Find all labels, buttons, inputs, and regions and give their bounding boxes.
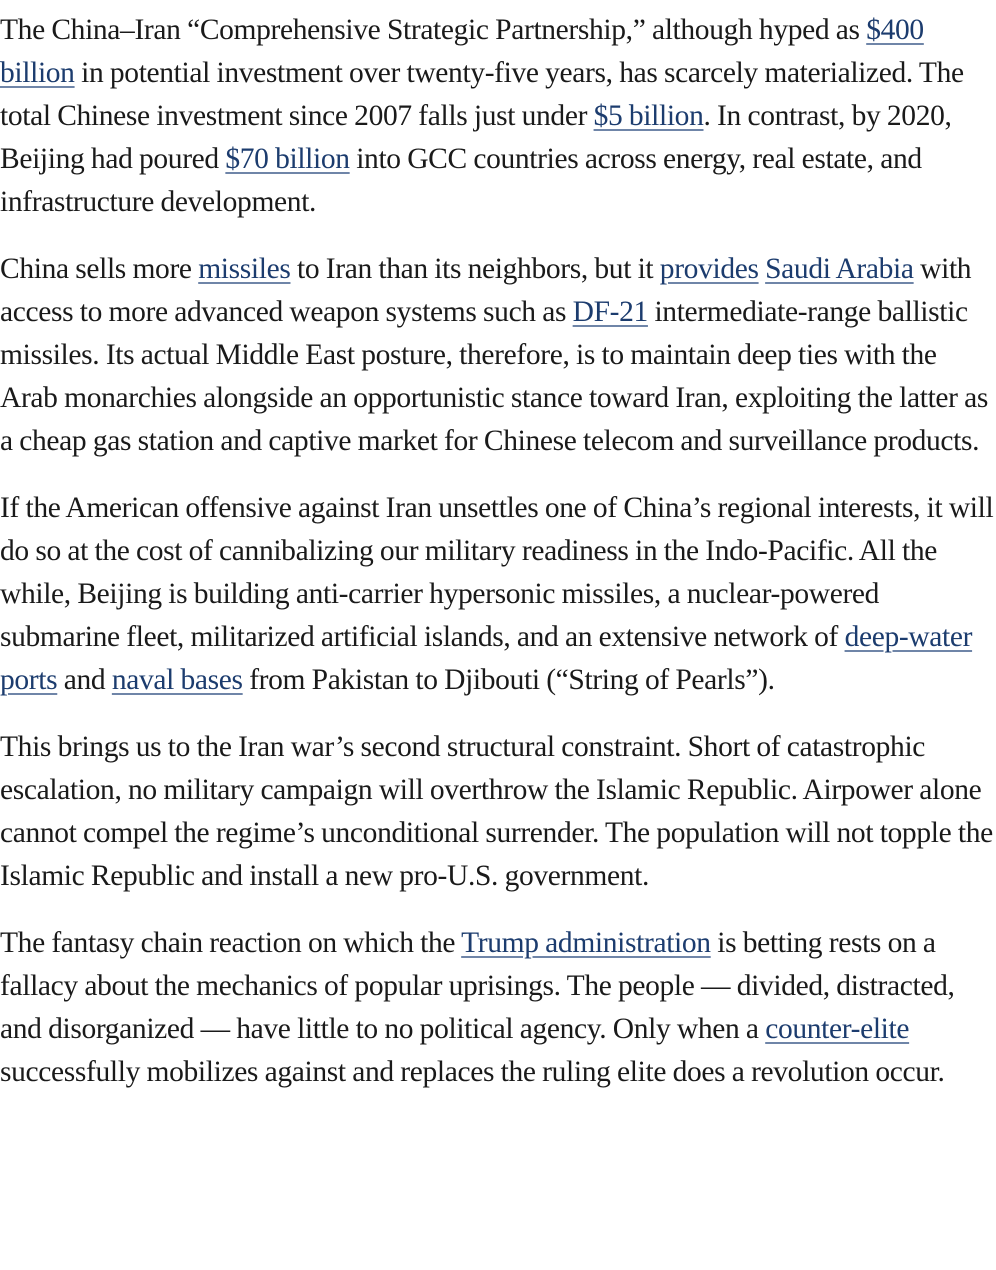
- paragraph: [0, 9, 996, 224]
- text-run: and: [57, 664, 112, 696]
- link-deep-water-ports[interactable]: deep-water ports: [0, 621, 973, 696]
- link-saudi-arabia[interactable]: Saudi Arabia: [765, 253, 914, 285]
- link-counter-elite[interactable]: counter-elite: [765, 1013, 910, 1045]
- link-missiles[interactable]: missiles: [198, 253, 291, 285]
- text-run: The fantasy chain reaction on which the: [0, 927, 462, 959]
- article-body: [0, 9, 996, 1094]
- paragraph: [0, 922, 996, 1094]
- text-run: from Pakistan to Djibouti (“String of Pearls”).: [242, 664, 775, 696]
- text-run: successfully mobilizes against and replaces the ruling elite does a revolution occur.: [0, 1056, 945, 1088]
- link-naval-bases[interactable]: naval bases: [111, 664, 243, 696]
- text-run: This brings us to the Iran war’s second structural constraint. Short of catastrophic escalation, no military campaign will overthrow the Islamic Republic. Airpower alone cannot compel the regime’s unconditional surrender. The population will not topple the Islamic Republic and install a new pro-U.S. government.: [0, 731, 993, 892]
- paragraph: [0, 248, 996, 463]
- text-run: is betting rests on a fallacy about the mechanics of popular uprisings. The people — divided, distracted, and disorganized — have little to no political agency. Only when a: [0, 927, 955, 1045]
- link-70-billion[interactable]: $70 billion: [225, 143, 350, 175]
- text-run: to Iran than its neighbors, but it: [290, 253, 660, 285]
- text-run: into GCC countries across energy, real estate, and infrastructure development.: [0, 143, 922, 218]
- text-run: If the American offensive against Iran unsettles one of China’s regional interests, it will do so at the cost of cannibalizing our military readiness in the Indo-Pacific. All the while, Beijing is building anti-carrier hypersonic missiles, a nuclear-powered submarine fleet, militarized artificial islands, and an extensive network of: [0, 492, 994, 653]
- link-df-21[interactable]: DF-21: [572, 296, 648, 328]
- text-run: . In contrast, by 2020, Beijing had poured: [0, 100, 952, 175]
- paragraph: [0, 726, 996, 898]
- text-run: intermediate-range ballistic missiles. Its actual Middle East posture, therefore, is to maintain deep ties with the Arab monarchies alongside an opportunistic stance toward Iran, exploiting the latter as a cheap gas station and captive market for Chinese telecom and surveillance products.: [0, 296, 989, 457]
- text-run: China sells more: [0, 253, 199, 285]
- link-400-billion[interactable]: $400 billion: [0, 14, 924, 89]
- text-run: The China–Iran “Comprehensive Strategic Partnership,” although hyped as: [0, 14, 867, 46]
- link-trump-administration[interactable]: Trump administration: [461, 927, 711, 959]
- text-run: with access to more advanced weapon systems such as: [0, 253, 972, 328]
- text-run: in potential investment over twenty-five years, has scarcely materialized. The total Chinese investment since 2007 falls just under: [0, 57, 964, 132]
- link-5-billion[interactable]: $5 billion: [593, 100, 704, 132]
- link-provides[interactable]: provides: [659, 253, 759, 285]
- paragraph: [0, 487, 996, 702]
